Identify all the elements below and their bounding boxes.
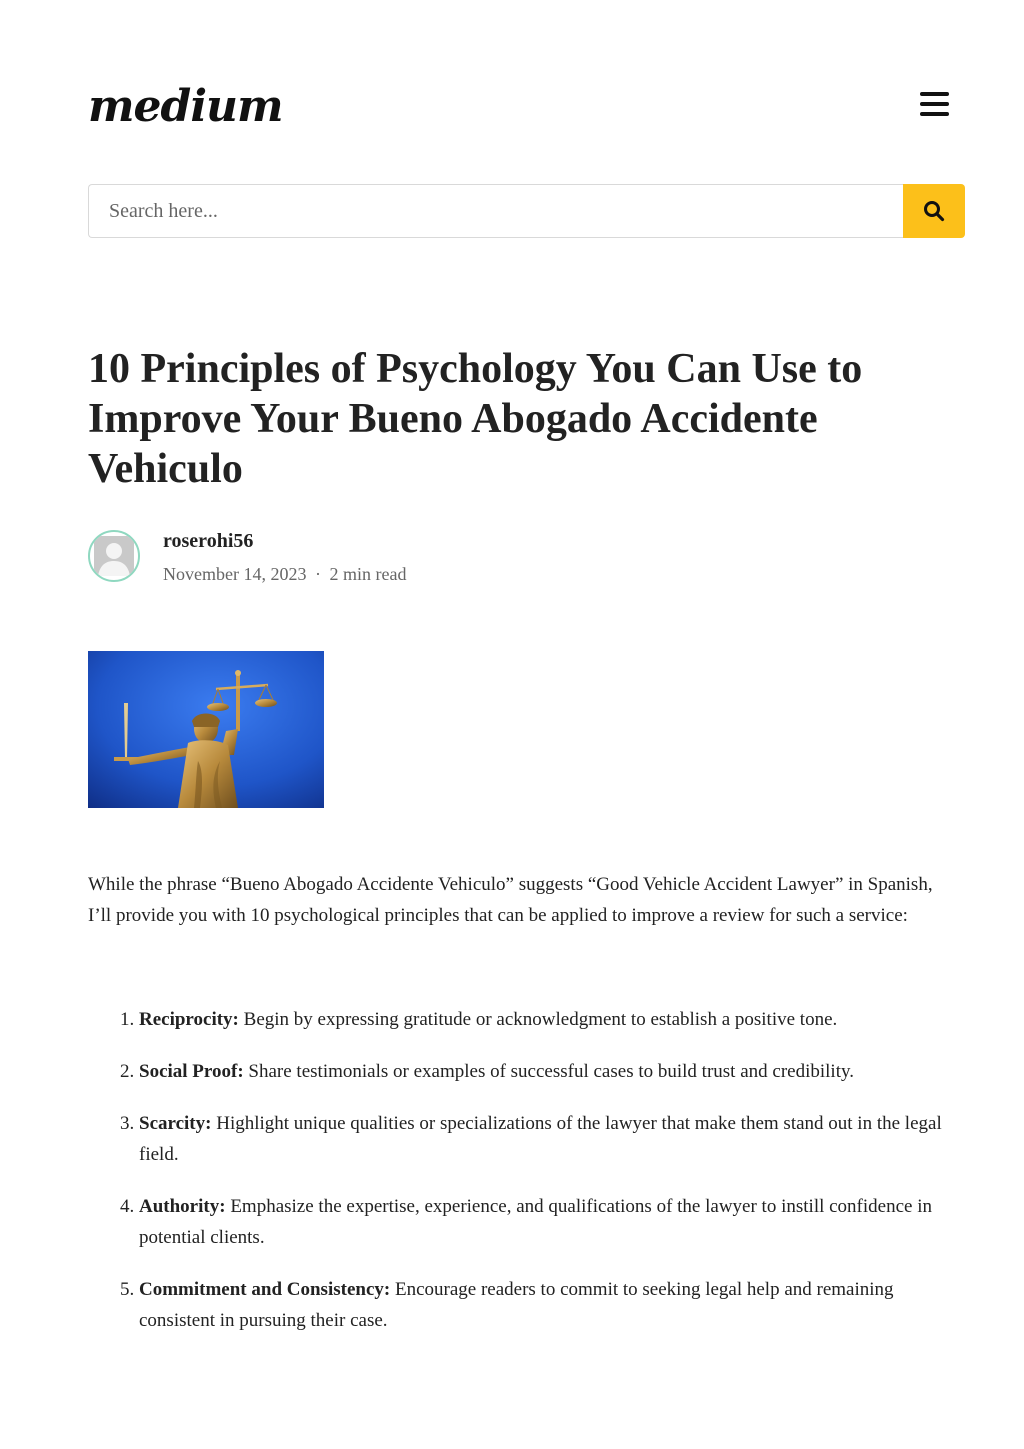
intro-paragraph: While the phrase “Bueno Abogado Accidente Vehiculo” suggests “Good Vehicle Accident Lawyer” in Spanish, I’ll provide you with 10 psychological principles that can be applied to improve a review for such a service: [88, 874, 933, 926]
list-item [139, 1108, 964, 1170]
list-item [139, 1004, 964, 1035]
principle-term: Reciprocity: [139, 1009, 239, 1030]
principle-text: Share testimonials or examples of successful cases to build trust and credibility. [243, 1061, 854, 1082]
read-time: 2 min read [329, 564, 407, 584]
search-button[interactable] [903, 184, 965, 238]
site-header [88, 78, 964, 138]
principles-list [88, 1004, 964, 1357]
principle-text: Begin by expressing gratitude or acknowledgment to establish a positive tone. [238, 1009, 838, 1030]
principle-text: Encourage readers to commit to seeking legal help and remaining consistent in pursuing their case. [139, 1279, 894, 1331]
article-title: 10 Principles of Psychology You Can Use to Improve Your Bueno Abogado Accidente Vehiculo [88, 346, 863, 492]
search-input[interactable] [88, 184, 903, 238]
default-avatar-icon [94, 536, 134, 576]
lady-justice-image [88, 651, 324, 808]
search-bar [88, 184, 965, 238]
hamburger-menu-icon[interactable] [920, 92, 950, 118]
publish-date: November 14, 2023 [163, 564, 307, 584]
avatar[interactable] [88, 530, 140, 582]
principle-term: Authority: [139, 1196, 226, 1217]
medium-logo[interactable]: medium [88, 81, 283, 132]
search-icon [923, 200, 945, 222]
principle-term: Social Proof: [139, 1061, 244, 1082]
principle-text: Highlight unique qualities or specializations of the lawyer that make them stand out in the legal field. [139, 1113, 942, 1165]
author-name[interactable]: roserohi56 [163, 530, 254, 552]
list-item [139, 1191, 964, 1253]
principle-term: Commitment and Consistency: [139, 1279, 391, 1300]
meta-separator: · [314, 564, 321, 584]
hero-image [88, 651, 324, 808]
principle-term: Scarcity: [139, 1113, 212, 1134]
article-meta [163, 564, 406, 585]
list-item [139, 1274, 964, 1336]
list-item [139, 1056, 964, 1087]
principle-text: Emphasize the expertise, experience, and qualifications of the lawyer to instill confidence in potential clients. [139, 1196, 932, 1248]
